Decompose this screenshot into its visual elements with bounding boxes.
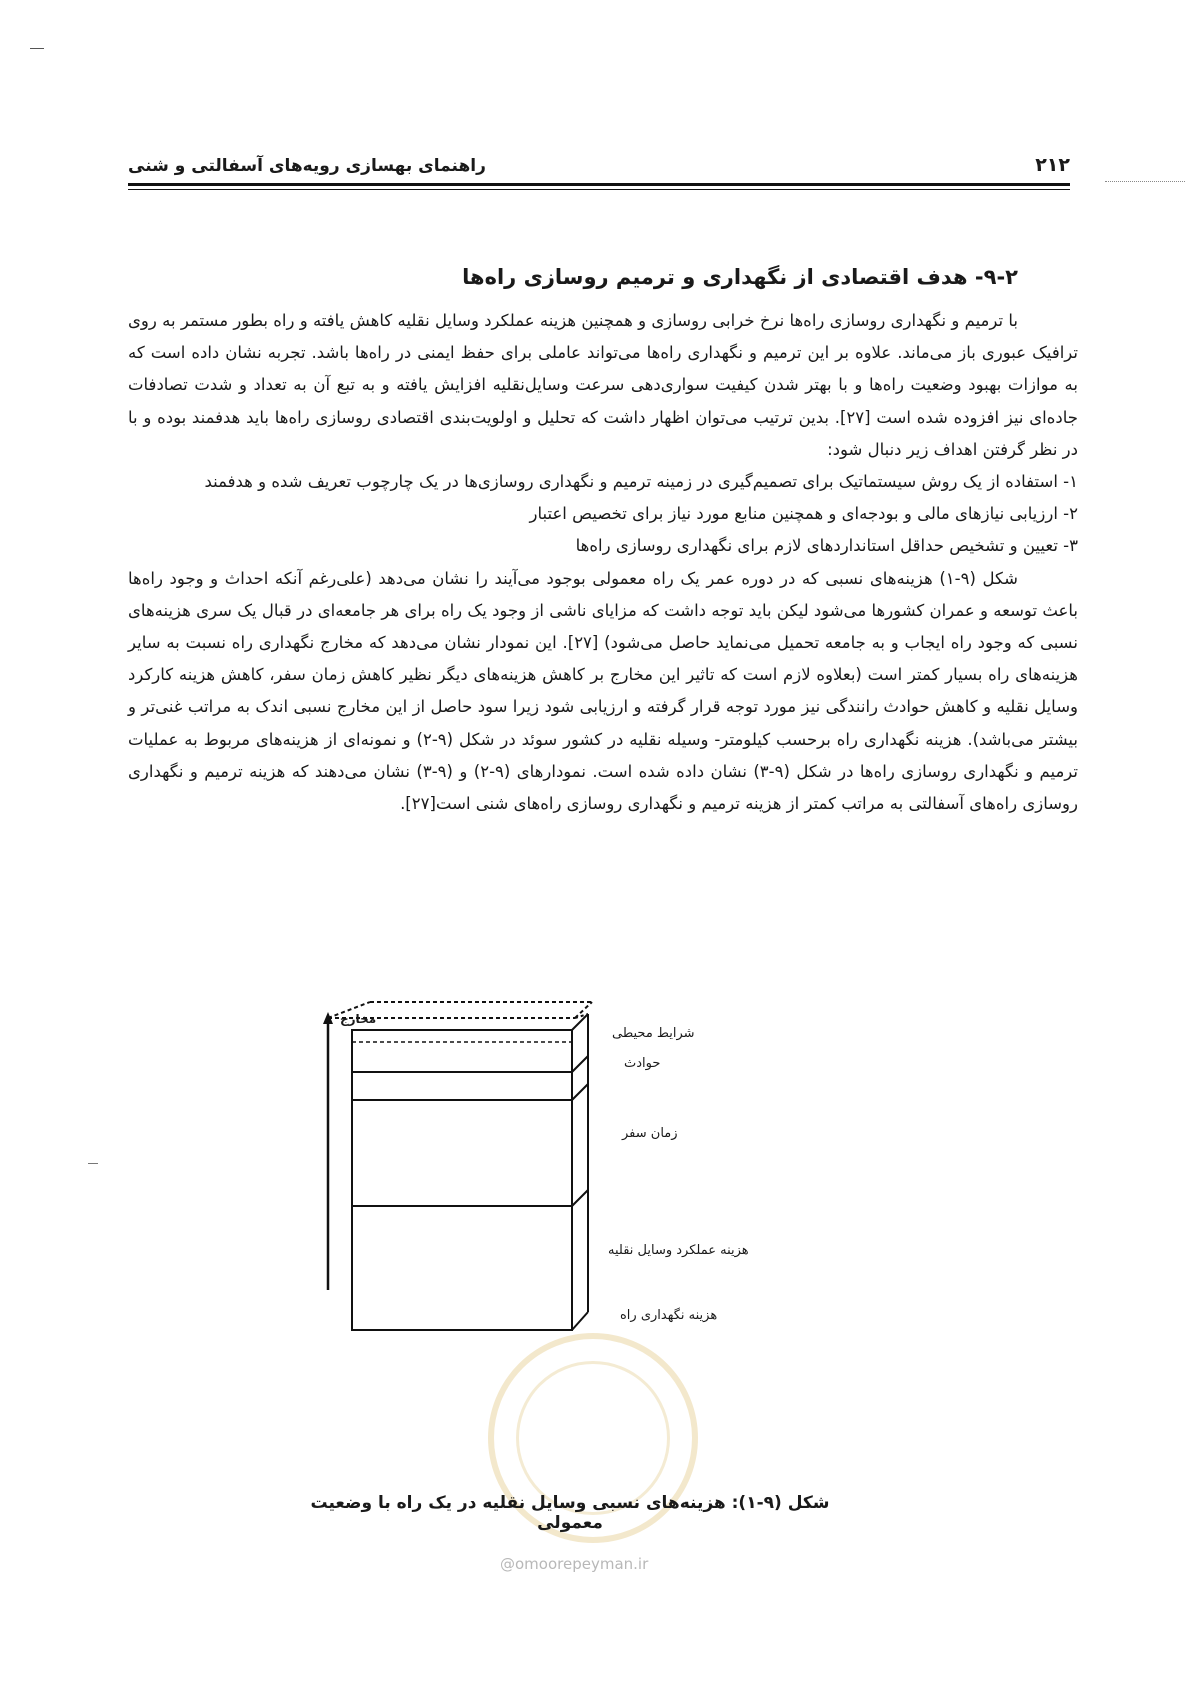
list-item: ۱- استفاده از یک روش سیستماتیک برای تصمیم‌گیری در زمینه ترمیم و نگهداری روسازی‌ها در یک چارچوب تعریف شده و هدفمند — [204, 472, 1078, 492]
list-item: ۲- ارزیابی نیازهای مالی و بودجه‌ای و همچنین منابع مورد نیاز برای تخصیص اعتبار — [529, 504, 1078, 524]
page-number: ۲۱۲ — [1035, 154, 1070, 176]
label-accidents: حوادث — [624, 1056, 661, 1071]
stack-front — [352, 1030, 572, 1330]
paragraph: با ترمیم و نگهداری روسازی راه‌ها نرخ خرابی روسازی و همچنین هزینه عملکرد وسایل نقلیه کاهش یافته و راه بطور مستمر به روی ترافیک عبوری باز می‌ماند. علاوه بر این ترمیم و نگهداری راه‌ها می‌تواند عاملی برای حفظ ایمنی در راه‌ها باشد. تجربه نشان داده است که به موازات بهبود وضعیت راه‌ها و با بهتر شدن کیفیت سواری‌دهی سرعت وسایل‌نقلیه افزایش یافته و به تبع آن به تعداد و شدت تصادفات جاده‌ای نیز افزوده شده است [۲۷]. بدین ترتیب می‌توان اظهار داشت که تحلیل و اولویت‌بندی اقتصادی روسازی راه‌ها باید هدفمند بوده و با در نظر گرفتن اهداف زیر دنبال شود: — [128, 311, 1078, 459]
body-text — [128, 305, 1078, 820]
scan-mark — [1105, 181, 1185, 182]
header-rule — [128, 189, 1070, 190]
label-vehicle-cost: هزینه عملکرد وسایل نقلیه — [608, 1243, 749, 1258]
watermark-url: @omoorepeyman.ir — [500, 1555, 649, 1573]
scan-mark — [88, 1163, 98, 1164]
label-travel-time: زمان سفر — [622, 1126, 678, 1141]
running-header — [128, 152, 1070, 182]
book-title: راهنمای بهسازی رویه‌های آسفالتی و شنی — [128, 156, 486, 176]
paragraph: شکل (۹-۱) هزینه‌های نسبی که در دوره عمر یک راه معمولی بوجود می‌آیند را نشان می‌دهد (علی‌رغم آنکه احداث و وجود راه‌ها باعث توسعه و عمران کشورها می‌شود لیکن باید توجه داشت که مزایای ناشی از وجود یک راه برای هر جامعه‌ای در قبال یک سری هزینه‌های نسبی که وجود راه ایجاب و به جامعه تحمیل می‌نماید حاصل می‌شود) [۲۷]. این نمودار نشان می‌دهد که مخارج نگهداری راه نسبت به سایر هزینه‌های راه بسیار کمتر است (بعلاوه لازم است که تاثیر این مخارج بر کاهش هزینه‌های دیگر نظیر کاهش زمان سفر، کاهش هزینه کارکرد وسایل نقلیه و کاهش حوادث رانندگی نیز مورد توجه قرار گرفته و ارزیابی شود زیرا سود حاصل از این مخارج نسبی اندک به مراتب غنی‌تر و بیشتر می‌باشد). هزینه نگهداری راه برحسب کیلومتر- وسیله نقلیه در کشور سوئد در شکل (۹-۲) و نمونه‌ای از هزینه‌های مربوط به عملیات ترمیم و نگهداری روسازی راه‌ها در شکل (۹-۳) نشان داده شده است. نمودارهای (۹-۲) و (۹-۳) نشان می‌دهند که هزینه ترمیم و نگهداری روسازی راه‌های آسفالتی به مراتب کمتر از هزینه ترمیم و نگهداری روسازی راه‌های شنی است[۲۷]. — [128, 568, 1078, 814]
section-title: ۹-۲- هدف اقتصادی از نگهداری و ترمیم روسازی راه‌ها — [462, 265, 1018, 289]
label-maintenance: هزینه نگهداری راه — [620, 1308, 718, 1323]
label-environment: شرایط محیطی — [612, 1026, 695, 1041]
list-item: ۳- تعیین و تشخیص حداقل استانداردهای لازم برای نگهداری روسازی راه‌ها — [575, 536, 1078, 556]
header-rule — [128, 183, 1070, 186]
axis-label: مخارج — [340, 1012, 377, 1026]
scan-mark — [30, 48, 44, 49]
figure-caption: شکل (۹-۱): هزینه‌های نسبی وسایل نقلیه در یک راه با وضعیت معمولی — [310, 1493, 830, 1533]
